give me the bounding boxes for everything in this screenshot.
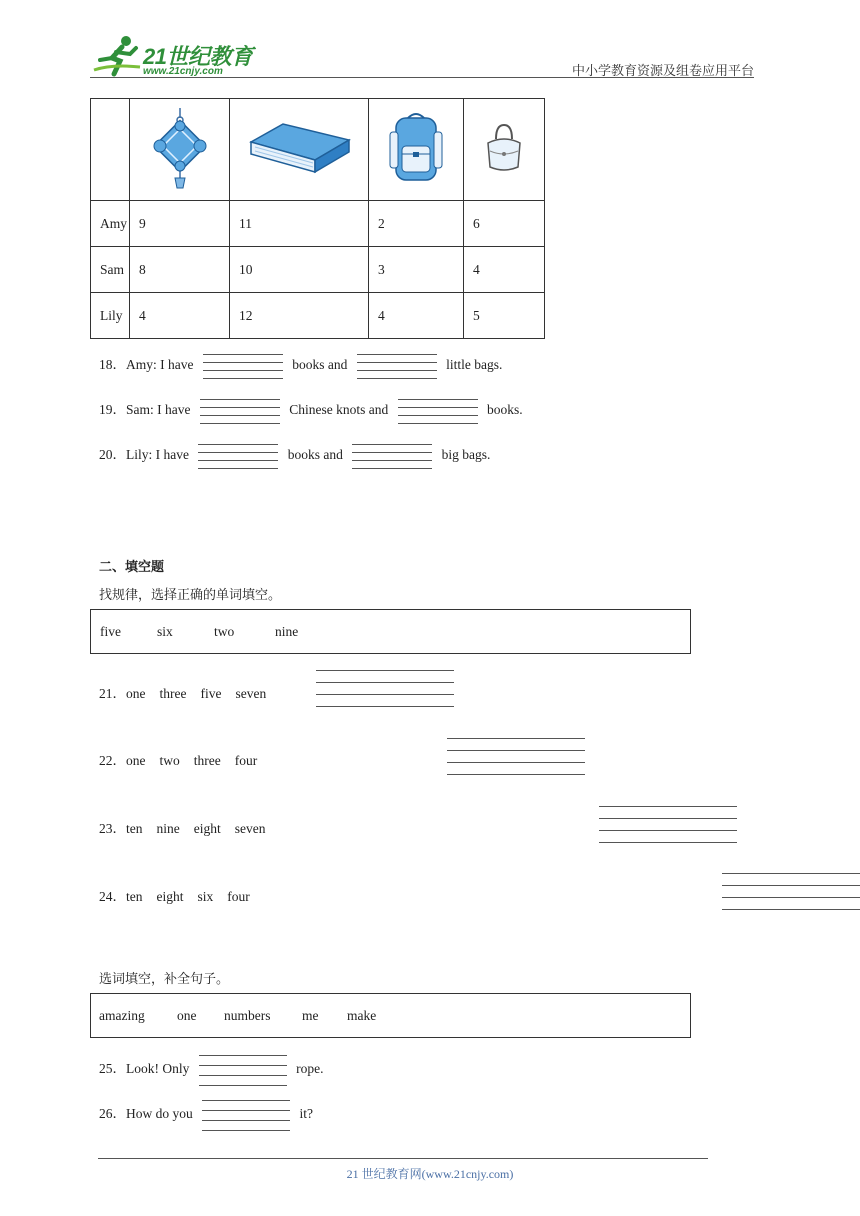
handbag-icon [484, 121, 524, 175]
logo-url: www.21cnjy.com [143, 66, 223, 77]
question-19 [99, 398, 523, 424]
cell-little-bags: 6 [464, 201, 545, 247]
word-bank-item: numbers [224, 1008, 271, 1023]
cell-big-bags: 3 [369, 247, 464, 293]
answer-blank[interactable] [198, 443, 278, 469]
sequence-word: four [234, 753, 258, 768]
cell-books: 11 [230, 201, 369, 247]
word-bank-item: me [302, 1008, 319, 1023]
table-corner-cell [91, 99, 130, 201]
sequence-word: ten [126, 889, 143, 904]
cell-big-bags: 4 [369, 293, 464, 339]
word-bank-item: nine [275, 624, 299, 639]
cell-books: 10 [230, 247, 369, 293]
question-number: 25． [99, 1061, 126, 1077]
footer-text[interactable]: 21 世纪教育网(www.21cnjy.com) [346, 1167, 514, 1181]
answer-blank[interactable] [200, 398, 280, 424]
cell-little-bags: 5 [464, 293, 545, 339]
logo-name: 21世纪教育 [143, 44, 253, 69]
handbag-cell [464, 99, 545, 201]
table-image-row [91, 99, 545, 201]
backpack-icon [386, 110, 446, 186]
answer-blank[interactable] [316, 670, 454, 710]
header-platform-text: 中小学教育资源及组卷应用平台 [571, 64, 754, 79]
question-21 [99, 682, 266, 702]
word-bank-item: six [157, 624, 173, 639]
question-number: 24． [99, 889, 126, 904]
sequence-word: five [200, 686, 222, 701]
row-name: Amy [91, 201, 130, 247]
row-name: Lily [91, 293, 130, 339]
question-text: little bags. [446, 357, 503, 373]
answer-blank[interactable] [352, 443, 432, 469]
table-row [91, 247, 545, 293]
word-bank-item: five [100, 624, 121, 639]
question-text: Sam: I have [126, 402, 191, 418]
answer-blank[interactable] [202, 1100, 290, 1130]
answer-blank[interactable] [599, 806, 737, 846]
word-bank-1 [90, 609, 691, 654]
cell-chinese-knots: 9 [130, 201, 230, 247]
word-bank-item: two [214, 624, 235, 639]
book-cell [230, 99, 369, 201]
question-24 [99, 885, 250, 905]
sequence-word: four [227, 889, 250, 904]
sequence-word: three [159, 686, 187, 701]
word-bank-item: one [177, 1008, 197, 1023]
cell-chinese-knots: 4 [130, 293, 230, 339]
row-name: Sam [91, 247, 130, 293]
word-bank-item: make [347, 1008, 377, 1023]
sequence-word: nine [156, 821, 180, 836]
question-20 [99, 443, 490, 469]
answer-blank[interactable] [722, 873, 860, 913]
sequence-word: seven [234, 821, 266, 836]
question-number: 21． [99, 686, 126, 701]
runner-logo-icon [92, 34, 142, 78]
book-icon [247, 120, 351, 176]
question-25 [99, 1055, 324, 1085]
question-22 [99, 749, 257, 769]
sequence-word: eight [156, 889, 184, 904]
question-number: 19． [99, 402, 126, 418]
question-text: books and [287, 447, 343, 463]
word-bank-item: amazing [99, 1008, 145, 1023]
footer-divider [98, 1158, 708, 1159]
items-table [90, 98, 545, 339]
header-divider [90, 77, 754, 78]
section-title: 二、填空题 [99, 560, 165, 575]
backpack-cell [369, 99, 464, 201]
question-number: 23． [99, 821, 126, 836]
table-row [91, 201, 545, 247]
question-number: 18． [99, 357, 126, 373]
sequence-word: eight [193, 821, 221, 836]
answer-blank[interactable] [357, 353, 437, 379]
cell-big-bags: 2 [369, 201, 464, 247]
question-text: big bags. [441, 447, 491, 463]
cell-chinese-knots: 8 [130, 247, 230, 293]
question-text: Amy: I have [126, 357, 194, 373]
question-26 [99, 1100, 313, 1130]
question-number: 26． [99, 1106, 126, 1122]
question-number: 20． [99, 447, 126, 463]
question-18 [99, 353, 502, 379]
answer-blank[interactable] [398, 398, 478, 424]
answer-blank[interactable] [447, 738, 585, 778]
question-text: Lily: I have [126, 447, 189, 463]
cell-books: 12 [230, 293, 369, 339]
chinese-knot-icon [148, 106, 212, 190]
sequence-word: one [126, 686, 146, 701]
sequence-word: three [193, 753, 221, 768]
question-text: books. [486, 402, 523, 418]
question-text: Look! Only [126, 1061, 190, 1077]
table-row [91, 293, 545, 339]
chinese-knot-cell [130, 99, 230, 201]
question-text: How do you [126, 1106, 193, 1122]
sequence-word: seven [235, 686, 267, 701]
answer-blank[interactable] [199, 1055, 287, 1085]
question-text: rope. [296, 1061, 324, 1077]
sequence-word: six [197, 889, 214, 904]
sequence-word: ten [126, 821, 143, 836]
sequence-word: two [159, 753, 180, 768]
cell-little-bags: 4 [464, 247, 545, 293]
question-number: 22． [99, 753, 126, 768]
question-23 [99, 817, 266, 837]
sequence-word: one [126, 753, 146, 768]
question-text: books and [292, 357, 348, 373]
instruction-1: 找规律，选择正确的单词填空。 [99, 588, 282, 603]
question-text: Chinese knots and [289, 402, 389, 418]
answer-blank[interactable] [203, 353, 283, 379]
question-text: it? [299, 1106, 313, 1122]
instruction-2: 选词填空，补全句子。 [99, 972, 230, 987]
word-bank-2 [90, 993, 691, 1038]
